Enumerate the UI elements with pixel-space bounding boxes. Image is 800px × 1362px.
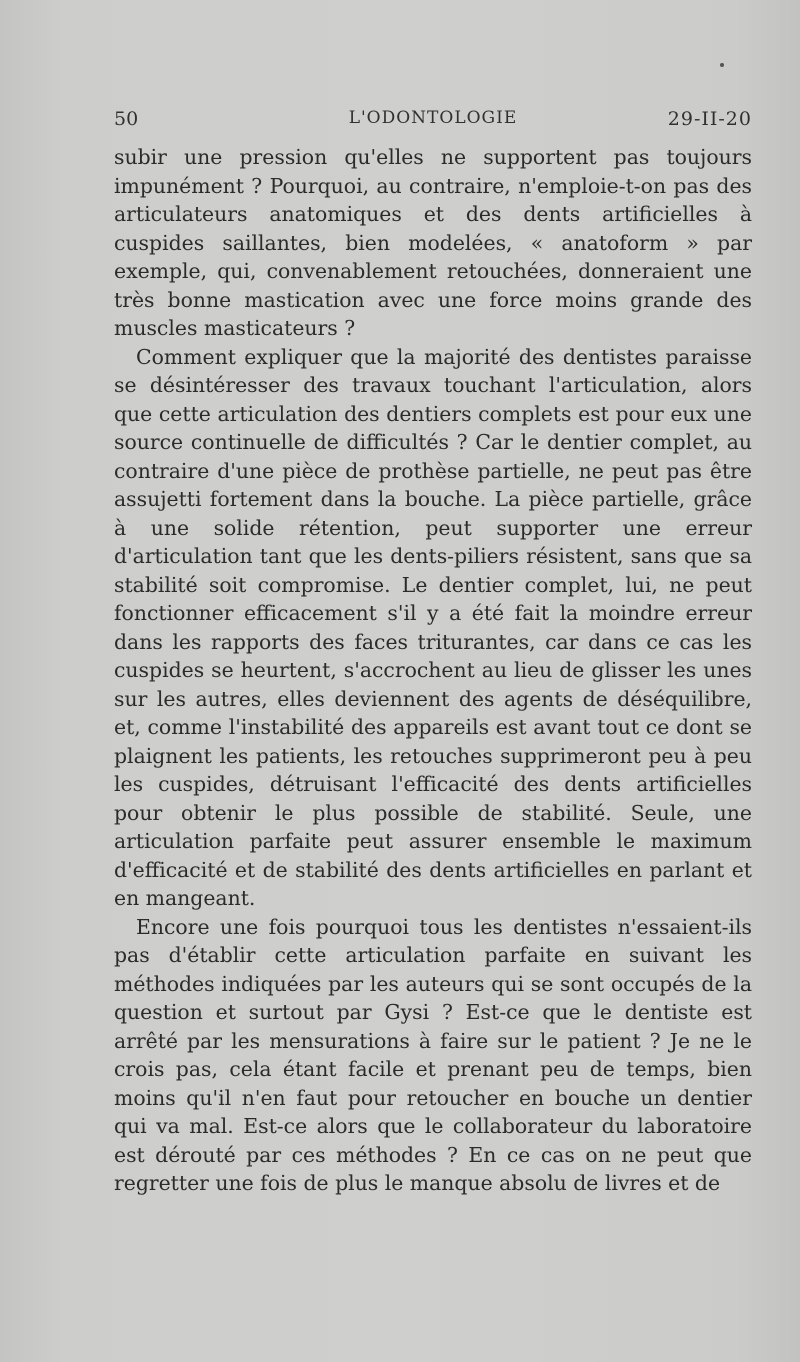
- paragraph-3: Encore une fois pourquoi tous les dentistes n'essaient-ils pas d'établir cette articulation parfaite en suivant les méthodes indiquées par les auteurs qui se sont occupés de la question et surtout par Gysi ? Est-ce que le dentiste est arrêté par les mensurations à faire sur le patient ? Je ne le crois pas, cela étant facile et prenant peu de temps, bien moins qu'il n'en faut pour retoucher en bouche un dentier qui va mal. Est-ce alors que le collaborateur du laboratoire est dérouté par ces méthodes ? En ce cas on ne peut que regretter une fois de plus le manque absolu de livres et de: [114, 914, 752, 1195]
- page-number: 50: [114, 108, 139, 130]
- body-text: [114, 143, 752, 1198]
- ink-speck: [720, 63, 724, 67]
- paragraph-1: subir une pression qu'elles ne supportent pas toujours impunément ? Pourquoi, au contraire, n'emploie-t-on pas des articulateurs anatomiques et des dents artificielles à cuspides saillantes, bien modelées, « anatoform » par exemple, qui, convenablement retouchées, donneraient une très bonne mastication avec une force moins grande des muscles masticateurs ?: [114, 145, 752, 340]
- paragraph-2: Comment expliquer que la majorité des dentistes paraisse se désintéresser des travaux touchant l'articulation, alors que cette articulation des dentiers complets est pour eux une source continuelle de difficultés ? Car le dentier complet, au contraire d'une pièce de prothèse partielle, ne peut pas être assujetti fortement dans la bouche. La pièce partielle, grâce à une solide rétention, peut supporter une erreur d'articulation tant que les dents-piliers résistent, sans que sa stabilité soit compromise. Le dentier complet, lui, ne peut fonctionner efficacement s'il y a été fait la moindre erreur dans les rapports des faces triturantes, car dans ce cas les cuspides se heurtent, s'accrochent au lieu de glisser les unes sur les autres, elles deviennent des agents de déséquilibre, et, comme l'instabilité des appareils est avant tout ce dont se plaignent les patients, les retouches supprimeront peu à peu les cuspides, détruisant l'efficacité des dents artificielles pour obtenir le plus possible de stabilité. Seule, une articulation parfaite peut assurer ensemble le maximum d'efficacité et de stabilité des dents artificielles en parlant et en mangeant.: [114, 344, 752, 910]
- issue-date: 29-II-20: [667, 108, 752, 130]
- running-title: L'ODONTOLOGIE: [348, 108, 518, 128]
- page-header: [114, 108, 752, 138]
